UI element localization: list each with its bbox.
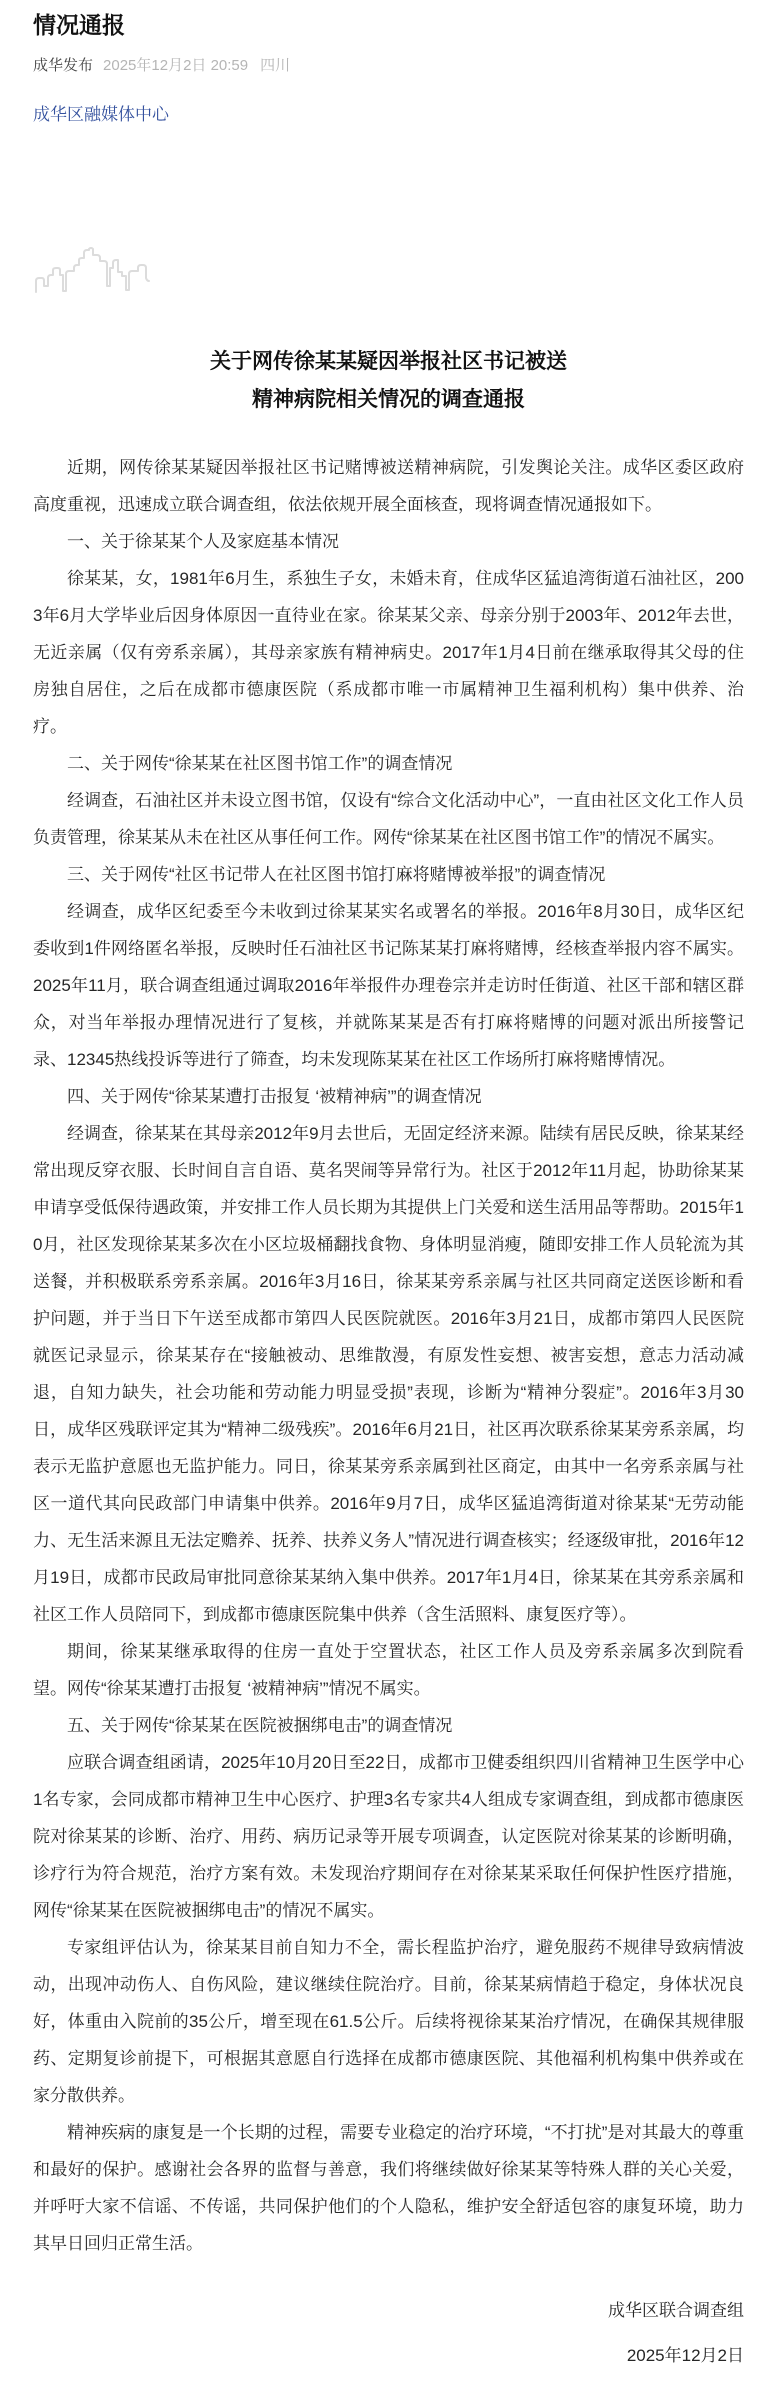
body-paragraph: 经调查，石油社区并未设立图书馆，仅设有“综合文化活动中心”，一直由社区文化工作人员负责管理，徐某某从未在社区从事任何工作。网传“徐某某在社区图书馆工作”的情况不属实。 (33, 791, 744, 847)
section-heading: 三、关于网传“社区书记带人在社区图书馆打麻将赌博被举报”的调查情况 (67, 865, 606, 884)
publish-location: 四川 (260, 57, 291, 74)
body-paragraph: 近期，网传徐某某疑因举报社区书记赌博被送精神病院，引发舆论关注。成华区委区政府高度重视，迅速成立联合调查组，依法依规开展全面核查，现将调查情况通报如下。 (33, 458, 744, 514)
signature-block (33, 2288, 744, 2378)
section-heading: 四、关于网传“徐某某遭打击报复 ‘被精神病’”的调查情况 (67, 1087, 482, 1106)
author-credit: 成华区融媒体中心 (33, 105, 169, 124)
signature-date: 2025年12月2日 (626, 2346, 744, 2365)
signature-org: 成华区联合调查组 (608, 2301, 744, 2320)
body-paragraph: 专家组评估认为，徐某某目前自知力不全，需长程监护治疗，避免服药不规律导致病情波动，出现冲动伤人、自伤风险，建议继续住院治疗。目前，徐某某病情趋于稳定，身体状况良好，体重由入院前的35公斤，增至现在61.5公斤。后续将视徐某某治疗情况，在确保其规律服药、定期复诊前提下，可根据其意愿自行选择在成都市德康医院、其他福利机构集中供养或在家分散供养。 (33, 1938, 744, 2105)
body-paragraph: 精神疾病的康复是一个长期的过程，需要专业稳定的治疗环境，“不打扰”是对其最大的尊重和最好的保护。感谢社会各界的监督与善意，我们将继续做好徐某某等特殊人群的关心关爱，并呼吁大家不信谣、不传谣，共同保护他们的个人隐私，维护安全舒适包容的康复环境，助力其早日回归正常生活。 (33, 2123, 744, 2253)
article-body (33, 449, 744, 2262)
skyline-path (36, 248, 149, 292)
body-paragraph: 经调查，成华区纪委至今未收到过徐某某实名或署名的举报。2016年8月30日，成华区纪委收到1件网络匿名举报，反映时任石油社区书记陈某某打麻将赌博，经核查举报内容不属实。2025年11月，联合调查组通过调取2016年举报件办理卷宗并走访时任街道、社区干部和辖区群众，对当年举报办理情况进行了复核，并就陈某某是否有打麻将赌博的问题对派出所接警记录、12345热线投诉等进行了筛查，均未发现陈某某在社区工作场所打麻将赌博情况。 (33, 902, 744, 1069)
article-title-line1: 关于网传徐某某疑因举报社区书记被送 (210, 350, 567, 373)
section-heading: 二、关于网传“徐某某在社区图书馆工作”的调查情况 (67, 754, 453, 773)
body-paragraph: 徐某某，女，1981年6月生，系独生子女，未婚未育，住成华区猛追湾街道石油社区，2003年6月大学毕业后因身体原因一直待业在家。徐某某父亲、母亲分别于2003年、2012年去世，无近亲属（仅有旁系亲属），其母亲家族有精神病史。2017年1月4日前在继承取得其父母的住房独自居住，之后在成都市德康医院（系成都市唯一市属精神卫生福利机构）集中供养、治疗。 (33, 569, 744, 736)
article-title-line2: 精神病院相关情况的调查通报 (252, 388, 525, 411)
publish-datetime: 2025年12月2日 20:59 (103, 57, 249, 74)
section-heading: 一、关于徐某某个人及家庭基本情况 (67, 532, 339, 551)
body-paragraph: 经调查，徐某某在其母亲2012年9月去世后，无固定经济来源。陆续有居民反映，徐某某经常出现反穿衣服、长时间自言自语、莫名哭闹等异常行为。社区于2012年11月起，协助徐某某申请享受低保待遇政策，并安排工作人员长期为其提供上门关爱和送生活用品等帮助。2015年10月，社区发现徐某某多次在小区垃圾桶翻找食物、身体明显消瘦，随即安排工作人员轮流为其送餐，并积极联系旁系亲属。2016年3月16日，徐某某旁系亲属与社区共同商定送医诊断和看护问题，并于当日下午送至成都市第四人民医院就医。2016年3月21日，成都市第四人民医院就医记录显示，徐某某存在“接触被动、思维散漫，有原发性妄想、被害妄想，意志力活动减退，自知力缺失，社会功能和劳动能力明显受损”表现，诊断为“精神分裂症”。2016年3月30日，成华区残联评定其为“精神二级残疾”。2016年6月21日，社区再次联系徐某某旁系亲属，均表示无监护意愿也无监护能力。同日，徐某某旁系亲属到社区商定，由其中一名旁系亲属与社区一道代其向民政部门申请集中供养。2016年9月7日，成华区猛追湾街道对徐某某“无劳动能力、无生活来源且无法定赡养、抚养、扶养义务人”情况进行调查核实；经逐级审批，2016年12月19日，成都市民政局审批同意徐某某纳入集中供养。2017年1月4日，徐某某在其旁系亲属和社区工作人员陪同下，到成都市德康医院集中供养（含生活照料、康复医疗等）。 (33, 1124, 744, 1624)
byline (33, 55, 744, 76)
section-heading: 五、关于网传“徐某某在医院被捆绑电击”的调查情况 (67, 1716, 453, 1735)
body-paragraph: 应联合调查组函请，2025年10月20日至22日，成都市卫健委组织四川省精神卫生医学中心1名专家，会同成都市精神卫生中心医疗、护理3名专家共4人组成专家调查组，到成都市德康医院对徐某某的诊断、治疗、用药、病历记录等开展专项调查，认定医院对徐某某的诊断明确，诊疗行为符合规范，治疗方案有效。未发现治疗期间存在对徐某某采取任何保护性医疗措施，网传“徐某某在医院被捆绑电击”的情况不属实。 (33, 1753, 744, 1920)
page-title: 情况通报 (33, 12, 125, 38)
body-paragraph: 期间，徐某某继承取得的住房一直处于空置状态，社区工作人员及旁系亲属多次到院看望。网传“徐某某遭打击报复 ‘被精神病’”情况不属实。 (33, 1642, 744, 1698)
city-skyline-sketch-icon (35, 247, 744, 293)
account-name-link[interactable]: 成华发布 (33, 57, 94, 74)
article-title (33, 343, 744, 419)
